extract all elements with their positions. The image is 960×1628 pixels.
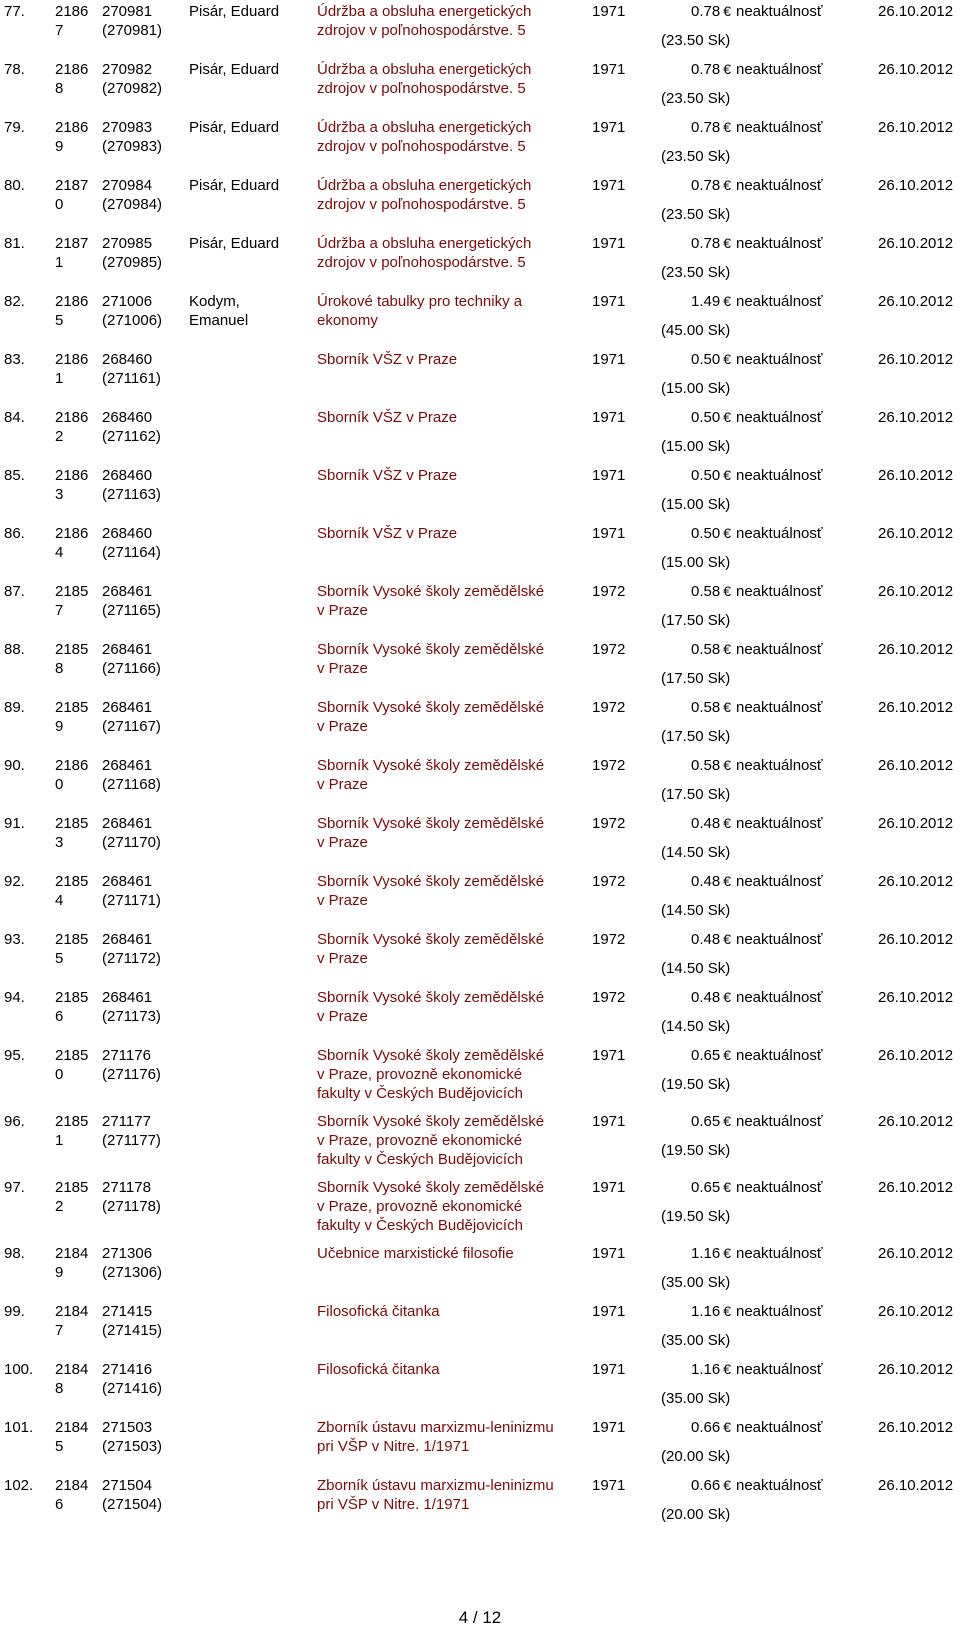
price-eur (661, 930, 731, 949)
price-eur (661, 350, 731, 369)
year: 1972 (592, 583, 626, 600)
price-value: 0.50 (691, 467, 721, 484)
book-title: Sborník Vysoké školy zemědělské v Praze (317, 873, 545, 909)
record-id: 2185 4 (55, 873, 89, 909)
year: 1972 (592, 641, 626, 658)
book-title: Sborník VŠZ v Praze (317, 351, 458, 368)
item-number: 83. (4, 351, 25, 368)
record-id: 2185 1 (55, 1113, 89, 1149)
inventory-number: 271006 (271006) (102, 293, 163, 329)
price-value: 0.58 (691, 699, 721, 716)
price-eur (661, 1302, 731, 1321)
author: Pisár, Eduard (189, 119, 280, 136)
price-eur (661, 466, 731, 485)
book-title: Sborník Vysoké školy zemědělské v Praze (317, 641, 545, 677)
status: neaktuálnosť (736, 293, 823, 310)
item-number: 89. (4, 699, 25, 716)
price-sk: (17.50 Sk) (661, 728, 731, 745)
record-id: 2185 6 (55, 989, 89, 1025)
status: neaktuálnosť (736, 583, 823, 600)
euro-icon: € (723, 61, 731, 77)
price-eur (661, 1046, 731, 1065)
price-value: 1.16 (691, 1303, 721, 1320)
price-sk: (14.50 Sk) (661, 1018, 731, 1035)
date: 26.10.2012 (878, 873, 954, 890)
page-number: 4 / 12 (458, 1608, 502, 1627)
item-number: 78. (4, 61, 25, 78)
status: neaktuálnosť (736, 1179, 823, 1196)
year: 1971 (592, 467, 626, 484)
price-value: 1.16 (691, 1361, 721, 1378)
price-sk: (20.00 Sk) (661, 1448, 731, 1465)
price-eur (661, 756, 731, 775)
euro-icon: € (723, 699, 731, 715)
inventory-number: 268460 (271161) (102, 351, 161, 387)
inventory-number: 271178 (271178) (102, 1179, 161, 1215)
year: 1971 (592, 525, 626, 542)
inventory-number: 271306 (271306) (102, 1245, 163, 1281)
price-eur (661, 814, 731, 833)
status: neaktuálnosť (736, 699, 823, 716)
price-sk: (45.00 Sk) (661, 322, 731, 339)
date: 26.10.2012 (878, 1179, 954, 1196)
inventory-number: 268460 (271163) (102, 467, 161, 503)
price-eur (661, 408, 731, 427)
euro-icon: € (723, 1113, 731, 1129)
book-title: Sborník Vysoké školy zemědělské v Praze, provozně ekonomické fakulty v Českých Budějovicích (317, 1179, 545, 1234)
date: 26.10.2012 (878, 1245, 954, 1262)
price-sk: (15.00 Sk) (661, 380, 731, 397)
euro-icon: € (723, 3, 731, 19)
price-value: 0.66 (691, 1419, 721, 1436)
euro-icon: € (723, 351, 731, 367)
record-id: 2185 3 (55, 815, 89, 851)
price-eur (661, 698, 731, 717)
price-eur (661, 1112, 731, 1131)
inventory-number: 271415 (271415) (102, 1303, 163, 1339)
price-sk: (17.50 Sk) (661, 612, 731, 629)
item-number: 92. (4, 873, 25, 890)
inventory-number: 270984 (270984) (102, 177, 163, 213)
item-number: 86. (4, 525, 25, 542)
record-id: 2185 9 (55, 699, 89, 735)
price-value: 0.48 (691, 931, 721, 948)
item-number: 77. (4, 3, 25, 20)
record-id: 2186 4 (55, 525, 89, 561)
price-value: 0.66 (691, 1477, 721, 1494)
price-eur (661, 1178, 731, 1197)
price-eur (661, 640, 731, 659)
inventory-number: 271504 (271504) (102, 1477, 163, 1513)
item-number: 90. (4, 757, 25, 774)
item-number: 100. (4, 1361, 34, 1378)
status: neaktuálnosť (736, 409, 823, 426)
price-eur (661, 2, 731, 21)
year: 1971 (592, 293, 626, 310)
euro-icon: € (723, 583, 731, 599)
status: neaktuálnosť (736, 1047, 823, 1064)
price-sk: (15.00 Sk) (661, 438, 731, 455)
price-value: 1.49 (691, 293, 721, 310)
euro-icon: € (723, 1179, 731, 1195)
euro-icon: € (723, 641, 731, 657)
record-id: 2186 0 (55, 757, 89, 793)
status: neaktuálnosť (736, 525, 823, 542)
price-eur (661, 1360, 731, 1379)
year: 1972 (592, 757, 626, 774)
euro-icon: € (723, 1477, 731, 1493)
book-title: Úrokové tabulky pro techniky a ekonomy (317, 293, 523, 329)
euro-icon: € (723, 1303, 731, 1319)
price-value: 0.50 (691, 409, 721, 426)
year: 1971 (592, 351, 626, 368)
price-eur (661, 582, 731, 601)
price-sk: (14.50 Sk) (661, 902, 731, 919)
inventory-number: 271503 (271503) (102, 1419, 163, 1455)
price-value: 0.58 (691, 757, 721, 774)
record-id: 2185 2 (55, 1179, 89, 1215)
euro-icon: € (723, 757, 731, 773)
status: neaktuálnosť (736, 177, 823, 194)
euro-icon: € (723, 1047, 731, 1063)
price-sk: (23.50 Sk) (661, 148, 731, 165)
inventory-number: 270982 (270982) (102, 61, 163, 97)
status: neaktuálnosť (736, 3, 823, 20)
date: 26.10.2012 (878, 1361, 954, 1378)
euro-icon: € (723, 989, 731, 1005)
price-eur (661, 1418, 731, 1437)
status: neaktuálnosť (736, 873, 823, 890)
year: 1972 (592, 931, 626, 948)
date: 26.10.2012 (878, 525, 954, 542)
item-number: 81. (4, 235, 25, 252)
record-id: 2186 5 (55, 293, 89, 329)
year: 1971 (592, 235, 626, 252)
book-title: Filosofická čitanka (317, 1361, 440, 1378)
price-value: 0.48 (691, 815, 721, 832)
status: neaktuálnosť (736, 1419, 823, 1436)
euro-icon: € (723, 1419, 731, 1435)
inventory-number: 268461 (271172) (102, 931, 161, 967)
euro-icon: € (723, 293, 731, 309)
date: 26.10.2012 (878, 1419, 954, 1436)
date: 26.10.2012 (878, 293, 954, 310)
inventory-number: 268461 (271165) (102, 583, 161, 619)
price-value: 0.48 (691, 873, 721, 890)
year: 1972 (592, 699, 626, 716)
status: neaktuálnosť (736, 931, 823, 948)
record-id: 2186 3 (55, 467, 89, 503)
price-sk: (17.50 Sk) (661, 786, 731, 803)
date: 26.10.2012 (878, 1303, 954, 1320)
item-number: 99. (4, 1303, 25, 1320)
record-id: 2186 8 (55, 61, 89, 97)
price-value: 0.65 (691, 1179, 721, 1196)
author: Pisár, Eduard (189, 235, 280, 252)
book-title: Sborník Vysoké školy zemědělské v Praze (317, 757, 545, 793)
price-sk: (14.50 Sk) (661, 960, 731, 977)
price-sk: (20.00 Sk) (661, 1506, 731, 1523)
year: 1971 (592, 1419, 626, 1436)
date: 26.10.2012 (878, 931, 954, 948)
date: 26.10.2012 (878, 757, 954, 774)
author: Pisár, Eduard (189, 177, 280, 194)
price-value: 1.16 (691, 1245, 721, 1262)
price-value: 0.50 (691, 525, 721, 542)
item-number: 82. (4, 293, 25, 310)
price-sk: (35.00 Sk) (661, 1390, 731, 1407)
year: 1971 (592, 3, 626, 20)
inventory-number: 268460 (271164) (102, 525, 161, 561)
date: 26.10.2012 (878, 641, 954, 658)
book-title: Sborník VŠZ v Praze (317, 467, 458, 484)
book-title: Učebnice marxistické filosofie (317, 1245, 514, 1262)
item-number: 87. (4, 583, 25, 600)
book-title: Sborník VŠZ v Praze (317, 525, 458, 542)
status: neaktuálnosť (736, 61, 823, 78)
inventory-number: 268461 (271168) (102, 757, 161, 793)
date: 26.10.2012 (878, 815, 954, 832)
date: 26.10.2012 (878, 61, 954, 78)
date: 26.10.2012 (878, 351, 954, 368)
item-number: 94. (4, 989, 25, 1006)
year: 1972 (592, 873, 626, 890)
euro-icon: € (723, 525, 731, 541)
inventory-number: 270981 (270981) (102, 3, 163, 39)
item-number: 85. (4, 467, 25, 484)
price-sk: (23.50 Sk) (661, 206, 731, 223)
status: neaktuálnosť (736, 467, 823, 484)
book-title: Sborník Vysoké školy zemědělské v Praze (317, 583, 545, 619)
date: 26.10.2012 (878, 1047, 954, 1064)
record-id: 2186 9 (55, 119, 89, 155)
author: Pisár, Eduard (189, 61, 280, 78)
year: 1971 (592, 1113, 626, 1130)
status: neaktuálnosť (736, 815, 823, 832)
price-eur (661, 234, 731, 253)
item-number: 102. (4, 1477, 34, 1494)
author: Kodym, Emanuel (189, 293, 249, 329)
status: neaktuálnosť (736, 235, 823, 252)
price-eur (661, 60, 731, 79)
price-eur (661, 1244, 731, 1263)
euro-icon: € (723, 119, 731, 135)
year: 1972 (592, 989, 626, 1006)
euro-icon: € (723, 931, 731, 947)
price-value: 0.78 (691, 177, 721, 194)
year: 1971 (592, 1477, 626, 1494)
inventory-number: 268461 (271173) (102, 989, 161, 1025)
record-id: 2184 5 (55, 1419, 89, 1455)
record-id: 2184 7 (55, 1303, 89, 1339)
book-title: Sborník Vysoké školy zemědělské v Praze (317, 699, 545, 735)
price-value: 0.78 (691, 3, 721, 20)
date: 26.10.2012 (878, 989, 954, 1006)
price-sk: (17.50 Sk) (661, 670, 731, 687)
item-number: 80. (4, 177, 25, 194)
status: neaktuálnosť (736, 757, 823, 774)
record-id: 2184 8 (55, 1361, 89, 1397)
price-value: 0.65 (691, 1047, 721, 1064)
inventory-number: 271176 (271176) (102, 1047, 161, 1083)
price-value: 0.78 (691, 235, 721, 252)
book-title: Údržba a obsluha energetických zdrojov v poľnohospodárstve. 5 (317, 177, 532, 213)
book-title: Sborník Vysoké školy zemědělské v Praze (317, 815, 545, 851)
price-value: 0.58 (691, 641, 721, 658)
price-value: 0.65 (691, 1113, 721, 1130)
year: 1971 (592, 61, 626, 78)
book-title: Údržba a obsluha energetických zdrojov v poľnohospodárstve. 5 (317, 119, 532, 155)
inventory-number: 270985 (270985) (102, 235, 163, 271)
item-number: 96. (4, 1113, 25, 1130)
date: 26.10.2012 (878, 1113, 954, 1130)
status: neaktuálnosť (736, 1113, 823, 1130)
inventory-number: 268461 (271171) (102, 873, 161, 909)
euro-icon: € (723, 815, 731, 831)
status: neaktuálnosť (736, 989, 823, 1006)
inventory-number: 268461 (271170) (102, 815, 161, 851)
price-sk: (19.50 Sk) (661, 1142, 731, 1159)
book-title: Sborník Vysoké školy zemědělské v Praze (317, 989, 545, 1025)
price-eur (661, 292, 731, 311)
euro-icon: € (723, 1361, 731, 1377)
item-number: 97. (4, 1179, 25, 1196)
price-eur (661, 988, 731, 1007)
status: neaktuálnosť (736, 119, 823, 136)
price-value: 0.50 (691, 351, 721, 368)
record-id: 2185 8 (55, 641, 89, 677)
book-title: Sborník Vysoké školy zemědělské v Praze, provozně ekonomické fakulty v Českých Budějovicích (317, 1047, 545, 1102)
date: 26.10.2012 (878, 467, 954, 484)
book-title: Zborník ústavu marxizmu-leninizmu pri VŠP v Nitre. 1/1971 (317, 1419, 554, 1455)
price-value: 0.78 (691, 61, 721, 78)
year: 1971 (592, 1245, 626, 1262)
status: neaktuálnosť (736, 641, 823, 658)
status: neaktuálnosť (736, 1245, 823, 1262)
year: 1971 (592, 1179, 626, 1196)
item-number: 91. (4, 815, 25, 832)
euro-icon: € (723, 409, 731, 425)
inventory-number: 270983 (270983) (102, 119, 163, 155)
year: 1971 (592, 1361, 626, 1378)
status: neaktuálnosť (736, 1303, 823, 1320)
item-number: 95. (4, 1047, 25, 1064)
price-eur (661, 524, 731, 543)
price-sk: (23.50 Sk) (661, 32, 731, 49)
price-sk: (19.50 Sk) (661, 1076, 731, 1093)
book-title: Zborník ústavu marxizmu-leninizmu pri VŠP v Nitre. 1/1971 (317, 1477, 554, 1513)
year: 1971 (592, 1047, 626, 1064)
inventory-number: 268461 (271166) (102, 641, 161, 677)
book-title: Údržba a obsluha energetických zdrojov v poľnohospodárstve. 5 (317, 61, 532, 97)
date: 26.10.2012 (878, 583, 954, 600)
price-eur (661, 872, 731, 891)
price-sk: (23.50 Sk) (661, 264, 731, 281)
status: neaktuálnosť (736, 351, 823, 368)
year: 1972 (592, 815, 626, 832)
price-sk: (23.50 Sk) (661, 90, 731, 107)
record-id: 2187 1 (55, 235, 89, 271)
item-number: 79. (4, 119, 25, 136)
record-id: 2184 6 (55, 1477, 89, 1513)
date: 26.10.2012 (878, 699, 954, 716)
inventory-number: 268460 (271162) (102, 409, 161, 445)
date: 26.10.2012 (878, 119, 954, 136)
year: 1971 (592, 1303, 626, 1320)
euro-icon: € (723, 235, 731, 251)
year: 1971 (592, 119, 626, 136)
status: neaktuálnosť (736, 1361, 823, 1378)
price-sk: (15.00 Sk) (661, 554, 731, 571)
record-id: 2184 9 (55, 1245, 89, 1281)
item-number: 98. (4, 1245, 25, 1262)
book-title: Filosofická čitanka (317, 1303, 440, 1320)
price-sk: (14.50 Sk) (661, 844, 731, 861)
record-id: 2186 1 (55, 351, 89, 387)
date: 26.10.2012 (878, 3, 954, 20)
euro-icon: € (723, 467, 731, 483)
price-eur (661, 1476, 731, 1495)
record-id: 2185 0 (55, 1047, 89, 1083)
price-sk: (19.50 Sk) (661, 1208, 731, 1225)
date: 26.10.2012 (878, 235, 954, 252)
price-value: 0.58 (691, 583, 721, 600)
price-value: 0.78 (691, 119, 721, 136)
price-eur (661, 118, 731, 137)
item-number: 88. (4, 641, 25, 658)
item-number: 101. (4, 1419, 34, 1436)
status: neaktuálnosť (736, 1477, 823, 1494)
book-title: Sborník Vysoké školy zemědělské v Praze (317, 931, 545, 967)
price-sk: (15.00 Sk) (661, 496, 731, 513)
euro-icon: € (723, 177, 731, 193)
item-number: 84. (4, 409, 25, 426)
record-id: 2187 0 (55, 177, 89, 213)
item-number: 93. (4, 931, 25, 948)
date: 26.10.2012 (878, 409, 954, 426)
book-title: Sborník VŠZ v Praze (317, 409, 458, 426)
euro-icon: € (723, 873, 731, 889)
book-title: Sborník Vysoké školy zemědělské v Praze, provozně ekonomické fakulty v Českých Budějovicích (317, 1113, 545, 1168)
book-title: Údržba a obsluha energetických zdrojov v poľnohospodárstve. 5 (317, 235, 532, 271)
price-value: 0.48 (691, 989, 721, 1006)
year: 1971 (592, 409, 626, 426)
date: 26.10.2012 (878, 177, 954, 194)
record-id: 2186 2 (55, 409, 89, 445)
price-sk: (35.00 Sk) (661, 1274, 731, 1291)
year: 1971 (592, 177, 626, 194)
record-id: 2186 7 (55, 3, 89, 39)
author: Pisár, Eduard (189, 3, 280, 20)
euro-icon: € (723, 1245, 731, 1261)
price-sk: (35.00 Sk) (661, 1332, 731, 1349)
date: 26.10.2012 (878, 1477, 954, 1494)
record-id: 2185 5 (55, 931, 89, 967)
inventory-number: 271177 (271177) (102, 1113, 161, 1149)
inventory-number: 271416 (271416) (102, 1361, 163, 1397)
price-eur (661, 176, 731, 195)
inventory-number: 268461 (271167) (102, 699, 161, 735)
book-title: Údržba a obsluha energetických zdrojov v poľnohospodárstve. 5 (317, 3, 532, 39)
record-id: 2185 7 (55, 583, 89, 619)
